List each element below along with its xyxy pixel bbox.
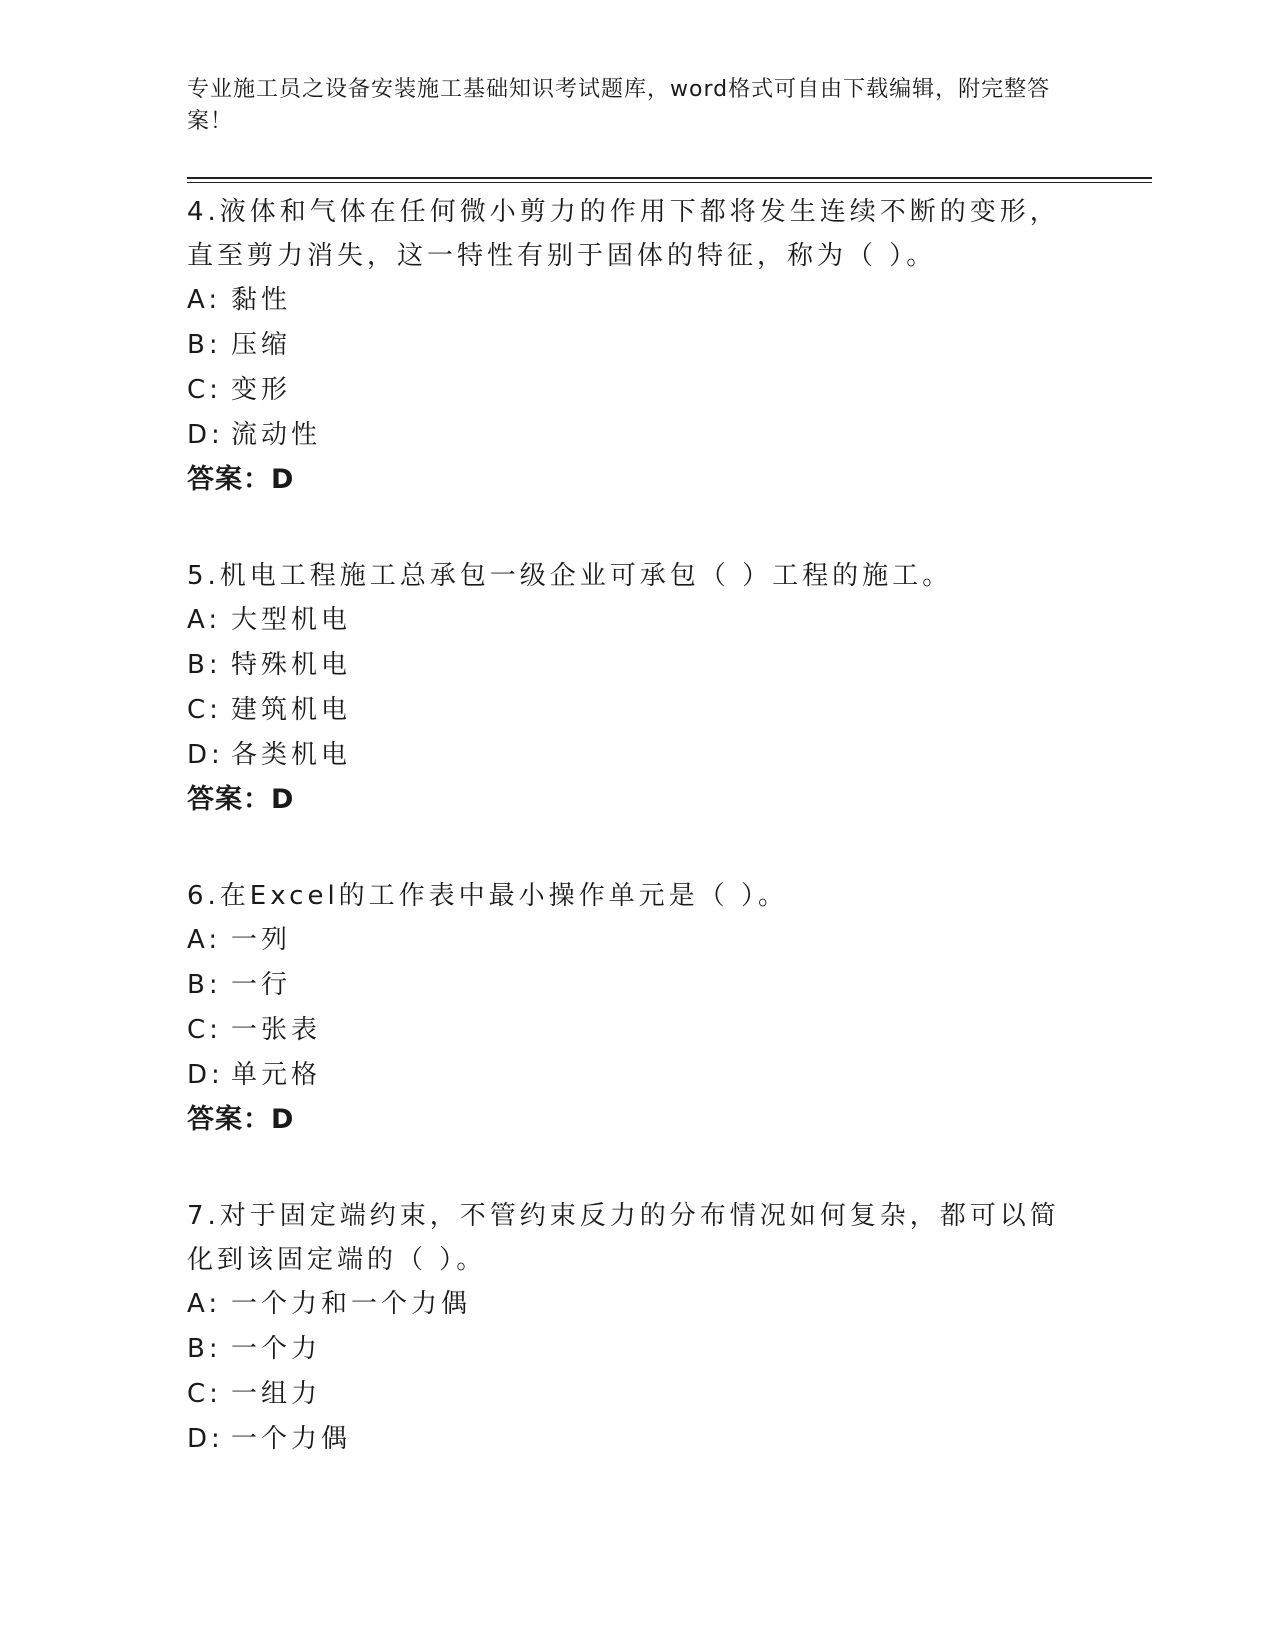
option-key: A: bbox=[187, 1289, 222, 1319]
question-spacer bbox=[187, 502, 1077, 554]
answer-line: 答案：D bbox=[187, 1104, 295, 1135]
option-text: 一个力和一个力偶 bbox=[231, 1289, 472, 1319]
question-6 bbox=[187, 874, 1077, 1142]
option-key: B: bbox=[187, 1334, 222, 1364]
question-text: 7.对于固定端约束，不管约束反力的分布情况如何复杂，都可以简化到该固定端的（ ）。 bbox=[187, 1201, 1060, 1275]
option-key: A: bbox=[187, 925, 222, 955]
option-text: 建筑机电 bbox=[231, 695, 352, 725]
option-d bbox=[187, 413, 1077, 458]
answer-line: 答案：D bbox=[187, 464, 295, 495]
option-key: C: bbox=[187, 375, 222, 405]
option-text: 各类机电 bbox=[231, 740, 352, 770]
question-4 bbox=[187, 190, 1077, 502]
question-text: 6.在Excel的工作表中最小操作单元是（ ）。 bbox=[187, 881, 788, 911]
option-text: 一张表 bbox=[231, 1015, 322, 1045]
option-d bbox=[187, 733, 1077, 778]
option-key: B: bbox=[187, 330, 222, 360]
option-text: 流动性 bbox=[231, 420, 322, 450]
option-key: B: bbox=[187, 650, 222, 680]
question-7 bbox=[187, 1194, 1077, 1462]
header-rule-thin bbox=[187, 182, 1152, 183]
option-text: 黏性 bbox=[231, 285, 292, 315]
option-d bbox=[187, 1053, 1077, 1098]
option-b bbox=[187, 963, 1077, 1008]
question-text: 5.机电工程施工总承包一级企业可承包（ ）工程的施工。 bbox=[187, 561, 953, 591]
option-text: 一组力 bbox=[231, 1379, 322, 1409]
option-text: 一个力 bbox=[231, 1334, 322, 1364]
option-a bbox=[187, 278, 1077, 323]
option-text: 特殊机电 bbox=[231, 650, 352, 680]
option-key: A: bbox=[187, 285, 222, 315]
option-d bbox=[187, 1417, 1077, 1462]
option-key: B: bbox=[187, 970, 222, 1000]
option-text: 压缩 bbox=[231, 330, 292, 360]
option-text: 一个力偶 bbox=[231, 1424, 352, 1454]
option-b bbox=[187, 323, 1077, 368]
option-key: A: bbox=[187, 605, 222, 635]
question-5 bbox=[187, 554, 1077, 822]
option-b bbox=[187, 1327, 1077, 1372]
option-text: 一行 bbox=[231, 970, 292, 1000]
option-key: C: bbox=[187, 1015, 222, 1045]
question-spacer bbox=[187, 822, 1077, 874]
option-key: D: bbox=[187, 1060, 224, 1090]
question-list bbox=[187, 190, 1077, 1462]
option-key: D: bbox=[187, 420, 224, 450]
document-header: 专业施工员之设备安装施工基础知识考试题库，word格式可自由下载编辑，附完整答案！ bbox=[187, 77, 1051, 134]
option-text: 大型机电 bbox=[231, 605, 352, 635]
option-b bbox=[187, 643, 1077, 688]
question-text: 4.液体和气体在任何微小剪力的作用下都将发生连续不断的变形，直至剪力消失，这一特性有别于固体的特征，称为（ ）。 bbox=[187, 197, 1060, 271]
option-c bbox=[187, 368, 1077, 413]
answer-line: 答案：D bbox=[187, 784, 295, 815]
option-a bbox=[187, 598, 1077, 643]
option-key: D: bbox=[187, 1424, 224, 1454]
option-c bbox=[187, 1008, 1077, 1053]
header-rule-thick bbox=[187, 177, 1152, 179]
option-key: D: bbox=[187, 740, 224, 770]
option-a bbox=[187, 918, 1077, 963]
option-text: 变形 bbox=[231, 375, 292, 405]
option-text: 一列 bbox=[231, 925, 292, 955]
option-c bbox=[187, 1372, 1077, 1417]
option-c bbox=[187, 688, 1077, 733]
option-key: C: bbox=[187, 695, 222, 725]
question-spacer bbox=[187, 1142, 1077, 1194]
option-a bbox=[187, 1282, 1077, 1327]
option-key: C: bbox=[187, 1379, 222, 1409]
option-text: 单元格 bbox=[231, 1060, 322, 1090]
